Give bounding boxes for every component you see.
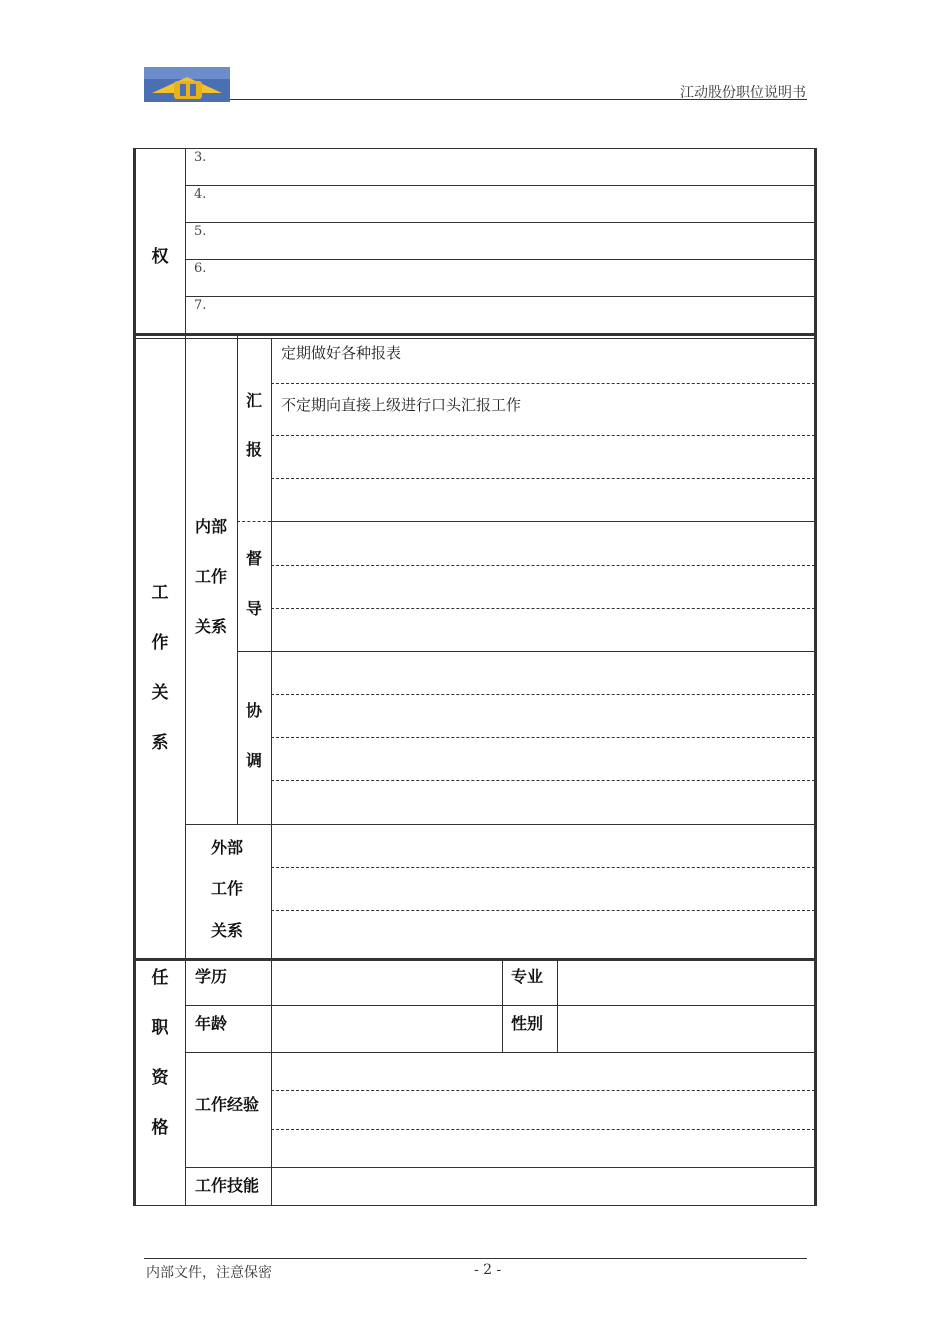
page-number: - 2 - xyxy=(474,1262,502,1278)
authority-item-7: 7. xyxy=(194,298,207,313)
company-logo xyxy=(144,67,230,102)
report-row-1: 定期做好各种报表 xyxy=(281,344,402,362)
authority-item-5: 5. xyxy=(194,224,207,239)
footer-rule xyxy=(144,1258,807,1259)
confidential-notice: 内部文件，注意保密 xyxy=(146,1265,272,1281)
major-label: 专业 xyxy=(511,967,544,986)
document-title: 江动股份职位说明书 xyxy=(680,85,806,101)
experience-label: 工作经验 xyxy=(195,1095,260,1114)
authority-label: 权 xyxy=(151,247,169,267)
authority-item-6: 6. xyxy=(194,261,207,276)
education-label: 学历 xyxy=(195,967,228,986)
skills-label: 工作技能 xyxy=(195,1176,260,1195)
age-label: 年龄 xyxy=(195,1014,228,1033)
gender-label: 性别 xyxy=(511,1014,544,1033)
report-row-2: 不定期向直接上级进行口头汇报工作 xyxy=(281,396,522,414)
authority-item-3: 3. xyxy=(194,150,207,165)
authority-item-4: 4. xyxy=(194,187,207,202)
